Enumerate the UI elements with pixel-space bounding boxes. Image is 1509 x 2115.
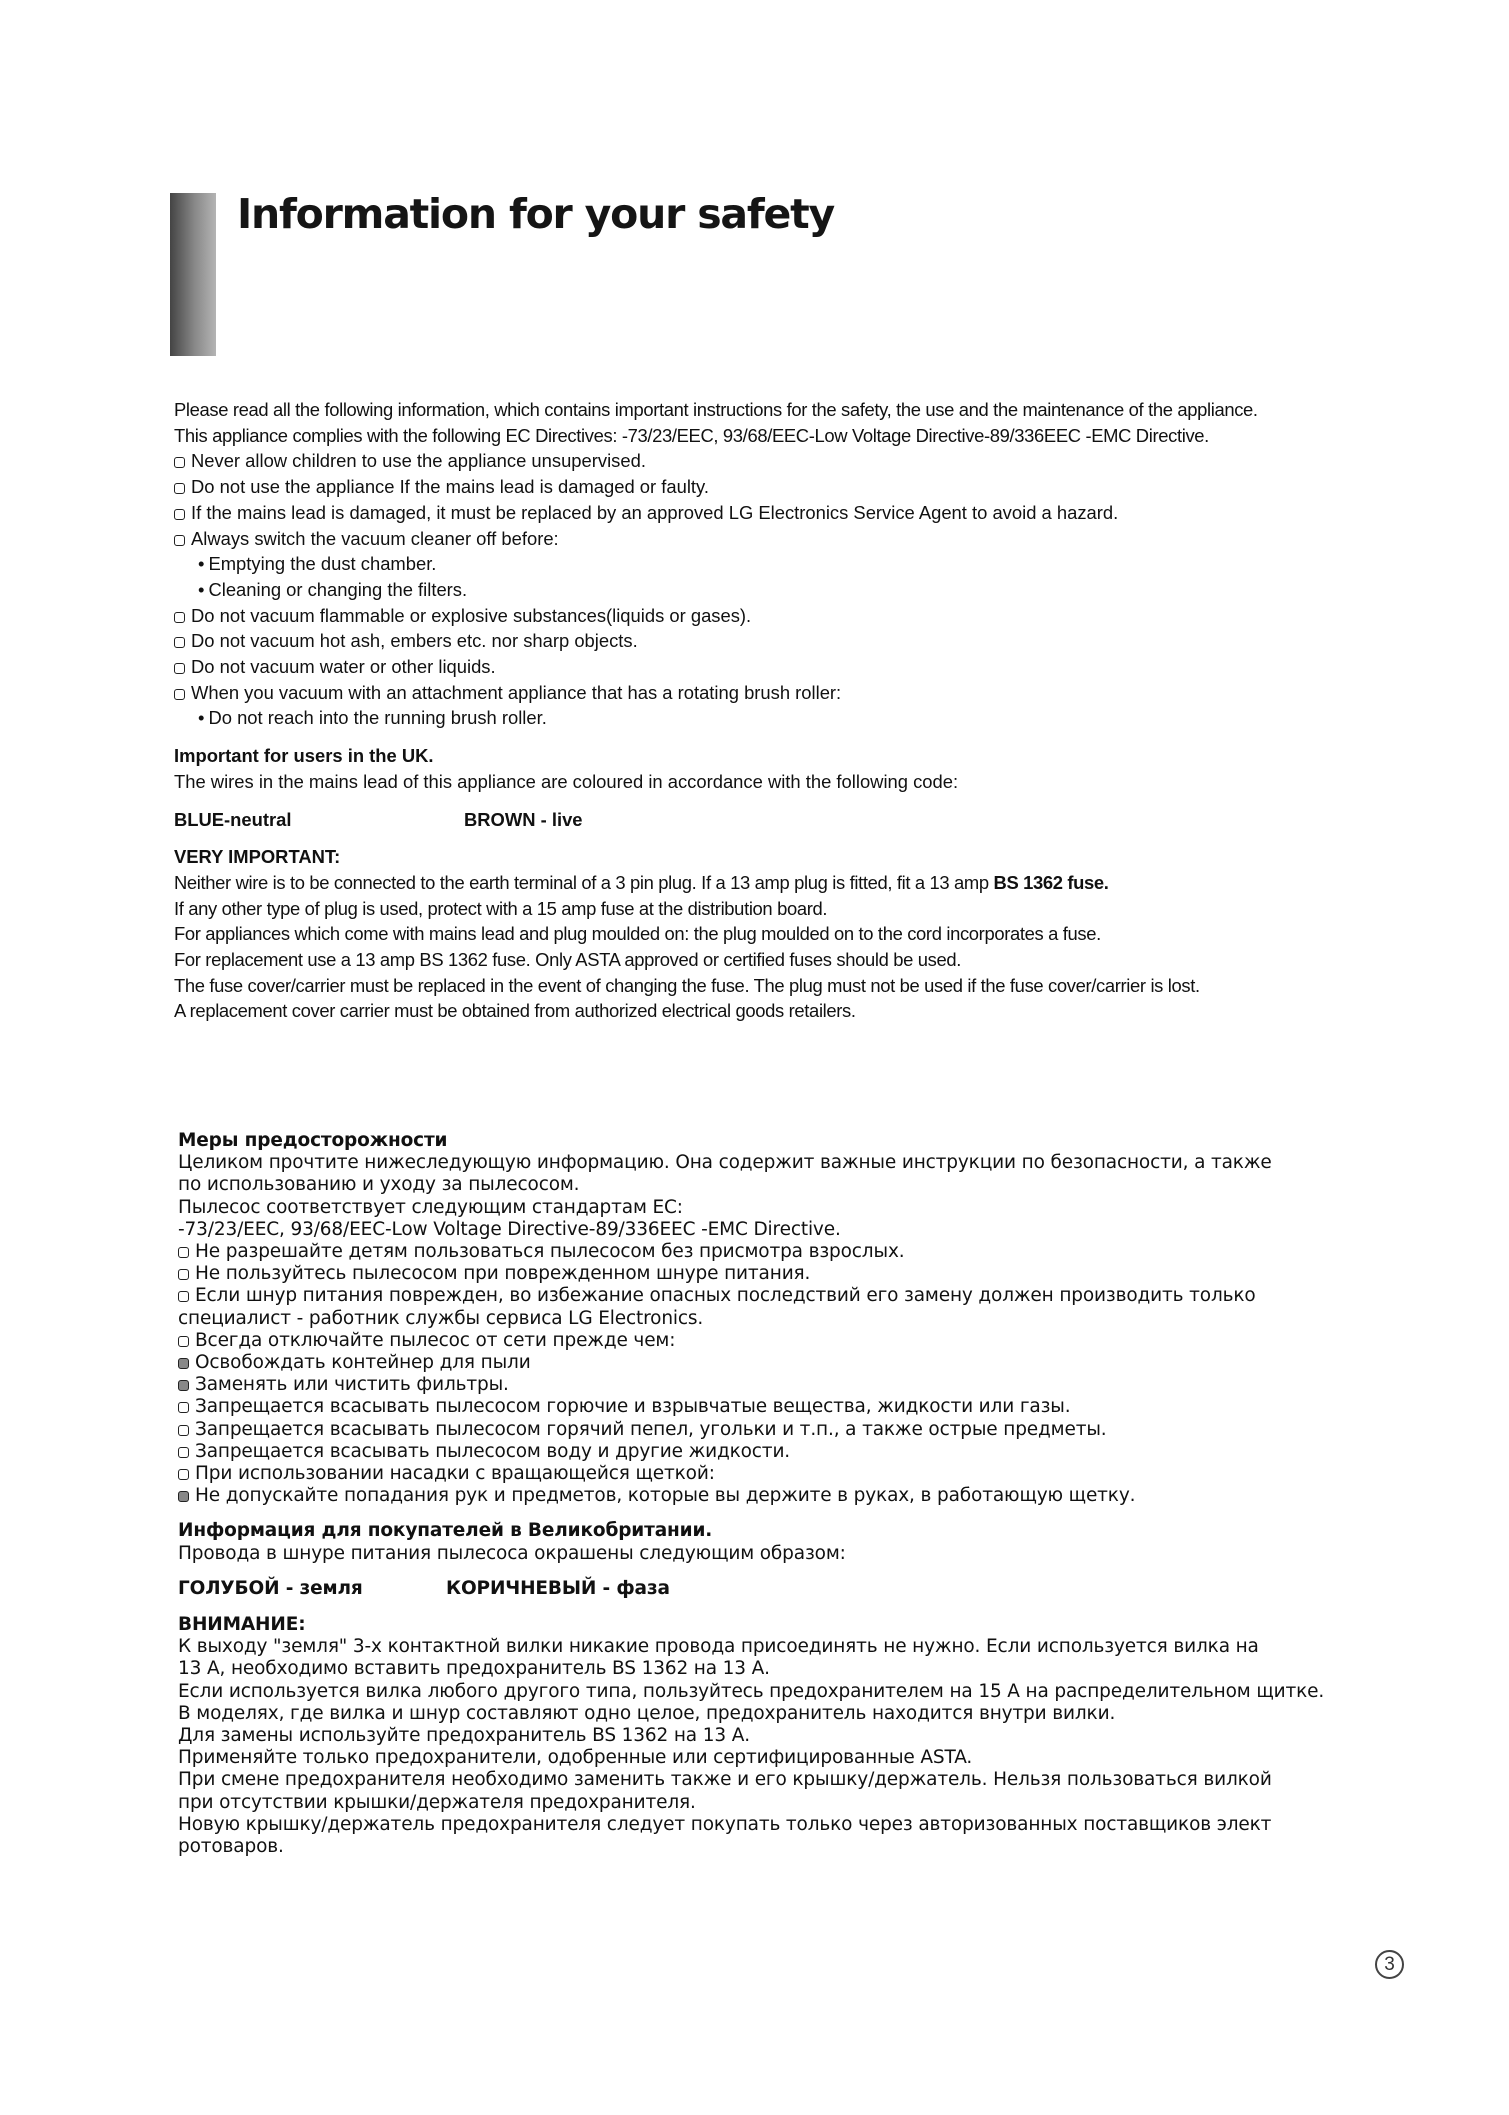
checkbox-bullet-icon xyxy=(174,689,185,700)
checkbox-bullet-icon xyxy=(178,1402,189,1413)
ru-fuse-line: Для замены используйте предохранитель BS 1362 на 13 А. xyxy=(178,1725,750,1747)
list-item: If the mains lead is damaged, it must be replaced by an approved LG Electronics Service Agent to avoid a hazard. xyxy=(174,500,1414,526)
russian-section xyxy=(178,1130,1418,1858)
checkbox-bullet-icon xyxy=(178,1269,189,1280)
intro-line: Please read all the following information, which contains important instructions for the safety, the use and the maintenance of the appliance. xyxy=(174,399,1258,420)
sub-list-item: • Emptying the dust chamber. xyxy=(198,553,437,575)
checkbox-bullet-icon xyxy=(178,1425,189,1436)
ru-fuse-line: Если используется вилка любого другого типа, пользуйтесь предохранителем на 15 А на распределительном щитке. xyxy=(178,1680,1325,1702)
checkbox-bullet-icon xyxy=(174,509,185,520)
ru-fuse-line: При смене предохранителя необходимо заменить также и его крышку/держатель. Нельзя пользоваться вилкой xyxy=(178,1769,1272,1791)
ru-fuse-line: 13 А, необходимо вставить предохранитель BS 1362 на 13 А. xyxy=(178,1658,770,1680)
fuse-line: The fuse cover/carrier must be replaced in the event of changing the fuse. The plug must not be used if the fuse cover/carrier is lost. xyxy=(174,974,1200,996)
ru-intro-line: Целиком прочтите нижеследующую информацию. Она содержит важные инструкции по безопасности, а также xyxy=(178,1152,1272,1174)
checkbox-bullet-icon xyxy=(174,612,185,623)
very-important-heading: VERY IMPORTANT: xyxy=(174,846,341,868)
title-accent-bar xyxy=(170,193,216,356)
list-item: Do not use the appliance If the mains lead is damaged or faulty. xyxy=(174,474,1414,500)
fuse-line: A replacement cover carrier must be obtained from authorized electrical goods retailers. xyxy=(174,1000,856,1022)
ru-fuse-line: В моделях, где вилка и шнур составляют одно целое, предохранитель находится внутри вилки. xyxy=(178,1702,1116,1724)
sub-list-item: • Do not reach into the running brush roller. xyxy=(198,707,547,729)
uk-text: The wires in the mains lead of this appliance are coloured in accordance with the following code: xyxy=(174,770,959,792)
ru-list-item: Не пользуйтесь пылесосом при поврежденном шнуре питания. xyxy=(178,1263,1418,1285)
ru-fuse-line: Новую крышку/держатель предохранителя следует покупать только через авторизованных поставщиков элект xyxy=(178,1813,1272,1835)
ru-list-item: При использовании насадки с вращающейся щеткой: xyxy=(178,1463,1418,1485)
fuse-line: For appliances which come with mains lead and plug moulded on: the plug moulded on to the cord incorporates a fuse. xyxy=(174,923,1101,945)
ru-intro-line: -73/23/EEC, 93/68/EEC-Low Voltage Directive-89/336EEC -EMC Directive. xyxy=(178,1218,841,1240)
fuse-line: Neither wire is to be connected to the earth terminal of a 3 pin plug. If a 13 amp plug is fitted, fit a 13 amp BS 1362 fuse. xyxy=(174,871,1109,893)
dot-bullet-icon: • xyxy=(198,578,205,600)
ru-sub-item: Заменять или чистить фильтры. xyxy=(178,1374,1418,1396)
checkbox-bullet-icon xyxy=(178,1336,189,1347)
ru-fuse-line: при отсутствии крышки/держателя предохранителя. xyxy=(178,1791,696,1813)
fuse-line: For replacement use a 13 amp BS 1362 fuse. Only ASTA approved or certified fuses should be used. xyxy=(174,949,961,971)
ru-fuse-line: Применяйте только предохранители, одобренные или сертифицированные ASTA. xyxy=(178,1747,973,1769)
ru-list-item: Не разрешайте детям пользоваться пылесосом без присмотра взрослых. xyxy=(178,1241,1418,1263)
english-section xyxy=(174,397,1414,1024)
ru-list-item: Запрещается всасывать пылесосом воду и другие жидкости. xyxy=(178,1441,1418,1463)
ru-fuse-line: ротоваров. xyxy=(178,1836,284,1858)
filled-checkbox-bullet-icon xyxy=(178,1380,189,1391)
ru-sub-item: Освобождать контейнер для пыли xyxy=(178,1352,1418,1374)
list-item: Do not vacuum water or other liquids. xyxy=(174,654,1414,680)
wire-blue-label: BLUE-neutral xyxy=(174,808,292,830)
checkbox-bullet-icon xyxy=(174,663,185,674)
list-item: Do not vacuum hot ash, embers etc. nor sharp objects. xyxy=(174,628,1414,654)
ru-uk-heading: Информация для покупателей в Великобритании. xyxy=(178,1520,713,1542)
ru-wire-brown-label: КОРИЧНЕВЫЙ - фаза xyxy=(446,1577,670,1599)
page-title: Information for your safety xyxy=(237,190,835,238)
wire-brown-label: BROWN - live xyxy=(464,808,583,830)
ru-heading: Меры предосторожности xyxy=(178,1130,448,1151)
checkbox-bullet-icon xyxy=(174,535,185,546)
ru-uk-text: Провода в шнуре питания пылесоса окрашены следующим образом: xyxy=(178,1542,846,1564)
filled-checkbox-bullet-icon xyxy=(178,1358,189,1369)
ru-attention-heading: ВНИМАНИЕ: xyxy=(178,1614,306,1636)
ru-intro-line: по использованию и уходу за пылесосом. xyxy=(178,1174,580,1196)
uk-heading: Important for users in the UK. xyxy=(174,745,434,767)
ru-list-item: Если шнур питания поврежден, во избежание опасных последствий его замену должен производить только xyxy=(178,1285,1418,1307)
ru-fuse-line: К выходу "земля" 3-х контактной вилки никакие провода присоединять не нужно. Если используется вилка на xyxy=(178,1636,1259,1658)
checkbox-bullet-icon xyxy=(178,1469,189,1480)
ru-sub-item: Не допускайте попадания рук и предметов, которые вы держите в руках, в работающую щетку. xyxy=(178,1485,1418,1507)
dot-bullet-icon: • xyxy=(198,707,205,729)
ru-list-item-continuation: специалист - работник службы сервиса LG Electronics. xyxy=(178,1307,704,1329)
list-item: Do not vacuum flammable or explosive substances(liquids or gases). xyxy=(174,603,1414,629)
ru-list-item: Запрещается всасывать пылесосом горючие и взрывчатые вещества, жидкости или газы. xyxy=(178,1396,1418,1418)
filled-checkbox-bullet-icon xyxy=(178,1491,189,1502)
checkbox-bullet-icon xyxy=(178,1447,189,1458)
list-item: When you vacuum with an attachment appliance that has a rotating brush roller: xyxy=(174,680,1414,706)
ru-wire-blue-label: ГОЛУБОЙ - земля xyxy=(178,1577,363,1599)
checkbox-bullet-icon xyxy=(174,457,185,468)
checkbox-bullet-icon xyxy=(178,1247,189,1258)
checkbox-bullet-icon xyxy=(178,1291,189,1302)
page-number: 3 xyxy=(1375,1950,1404,1979)
sub-list-item: • Cleaning or changing the filters. xyxy=(198,578,468,600)
dot-bullet-icon: • xyxy=(198,553,205,575)
fuse-line: If any other type of plug is used, protect with a 15 amp fuse at the distribution board. xyxy=(174,897,828,919)
ru-list-item: Всегда отключайте пылесос от сети прежде чем: xyxy=(178,1330,1418,1352)
ru-wire-code-row xyxy=(178,1578,1418,1600)
ru-intro-line: Пылесос соответствует следующим стандартам ЕС: xyxy=(178,1196,683,1218)
list-item: Always switch the vacuum cleaner off before: xyxy=(174,526,1414,552)
wire-code-row xyxy=(174,807,1414,833)
intro-line: This appliance complies with the following EC Directives: -73/23/EEC, 93/68/EEC-Low Voltage Directive-89/336EEC -EMC Directive. xyxy=(174,424,1209,446)
list-item: Never allow children to use the appliance unsupervised. xyxy=(174,448,1414,474)
checkbox-bullet-icon xyxy=(174,483,185,494)
checkbox-bullet-icon xyxy=(174,637,185,648)
ru-list-item: Запрещается всасывать пылесосом горячий пепел, угольки и т.п., а также острые предметы. xyxy=(178,1419,1418,1441)
